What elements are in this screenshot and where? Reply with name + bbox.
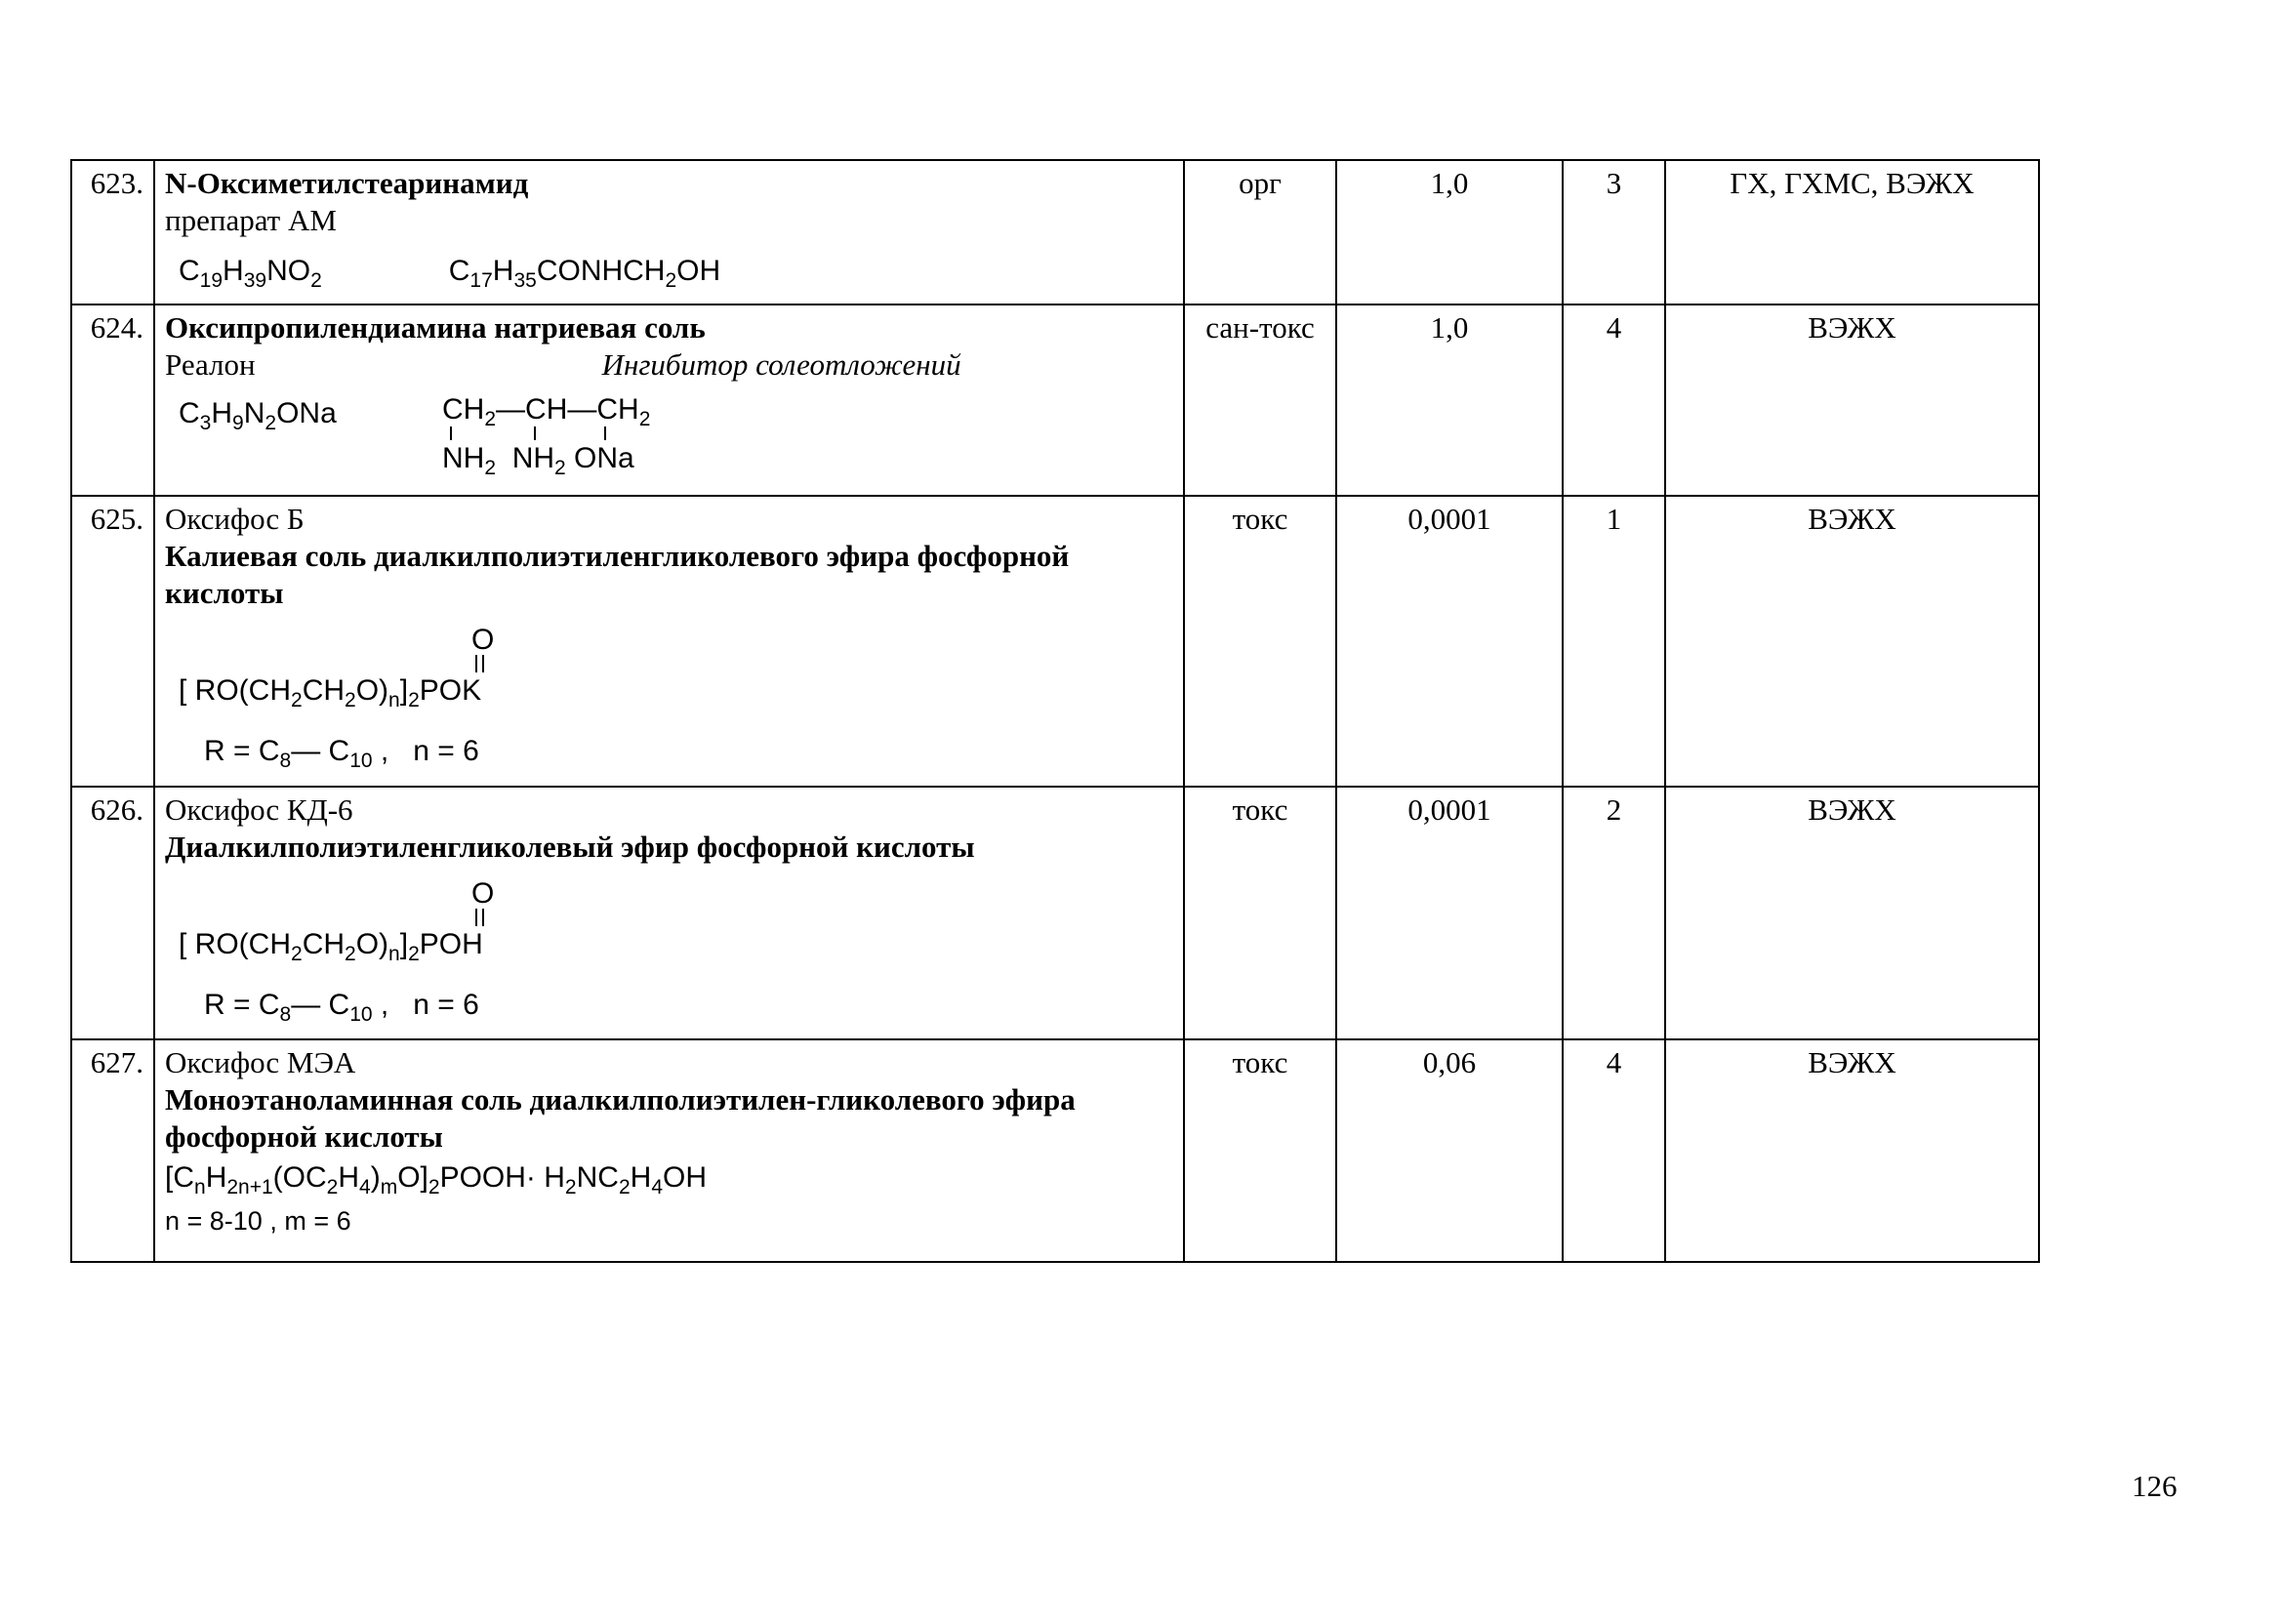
hazard-class: 2: [1563, 787, 1665, 1039]
formula-main: [ $RO(CH_2CH_2O)_n]_2POH$: [179, 928, 483, 965]
analysis-method: ВЭЖХ: [1665, 1039, 2039, 1262]
substance-synonym: Оксифос Б: [165, 502, 305, 536]
limit-value: 0,0001: [1336, 787, 1563, 1039]
row-number-cell: [71, 304, 154, 496]
formula-structural: $C_{17}H_{35}CONHCH_2OH$: [448, 255, 721, 292]
row-number-cell: [71, 1039, 154, 1262]
row-number: 624.: [90, 310, 143, 345]
double-bond: [475, 655, 484, 672]
substance-name: Диалкилполиэтиленгликолевый эфир фосфорной кислоты: [165, 830, 975, 864]
analysis-method: ВЭЖХ: [1665, 304, 2039, 496]
substance-synonym: препарат АМ: [165, 203, 337, 237]
oxygen-atom: O: [471, 877, 495, 910]
hazard-class-type: токс: [1184, 787, 1336, 1039]
table-row: [71, 160, 2039, 304]
substance-cell: [154, 1039, 1184, 1262]
analysis-method: ГХ, ГХМС, ВЭЖХ: [1665, 160, 2039, 304]
substance-name: N-Оксиметилстеаринамид: [165, 166, 529, 200]
struct-top: $CH_2—CH—CH_2$: [442, 393, 651, 430]
table-row: [71, 1039, 2039, 1262]
bond-line: [534, 426, 536, 440]
substance-cell: [154, 160, 1184, 304]
row-number-cell: [71, 787, 154, 1039]
chemical-formula: [179, 253, 1173, 290]
substance-synonym-line: [165, 346, 1173, 384]
structural-formula: [442, 391, 676, 481]
radical-note: $R = C_8—$ $C_{10}$ , n = 6: [204, 735, 479, 772]
hazard-class: 3: [1563, 160, 1665, 304]
page-number: 126: [2132, 1469, 2178, 1503]
hazard-class: 4: [1563, 304, 1665, 496]
substance-name: Моноэтаноламинная соль диалкилполиэтилен-гликолевого эфира фосфорной кислоты: [165, 1082, 1076, 1154]
hazard-class-type: сан-токс: [1184, 304, 1336, 496]
substance-cell: [154, 304, 1184, 496]
radical-note: n = 8-10 , m = 6: [165, 1206, 351, 1236]
analysis-method: ВЭЖХ: [1665, 496, 2039, 787]
hazard-class: 4: [1563, 1039, 1665, 1262]
chemical-formula: $[C_nH_{2n+1}(OC_2H_4)_mO]_2POOH\cdot H_2NC_2H_4OH$: [165, 1161, 707, 1198]
struct-bottom: $NH_2$ $NH_2$ ONa: [442, 442, 634, 479]
table-row: [71, 304, 2039, 496]
hazard-class-type: орг: [1184, 160, 1336, 304]
structural-formula: [179, 875, 686, 983]
limit-value: 1,0: [1336, 304, 1563, 496]
substance-synonym: Оксифос МЭА: [165, 1045, 356, 1079]
table-row: [71, 496, 2039, 787]
analysis-method: ВЭЖХ: [1665, 787, 2039, 1039]
substance-synonym: Реалон: [165, 347, 256, 382]
substances-table: [70, 159, 2040, 1263]
substance-cell: [154, 787, 1184, 1039]
formula-gross: $C_3H_9N_2ONa$: [179, 397, 337, 434]
substance-name: Калиевая соль диалкилполиэтиленгликолевого эфира фосфорной кислоты: [165, 539, 1070, 610]
row-number: 623.: [90, 166, 143, 200]
limit-value: 0,0001: [1336, 496, 1563, 787]
limit-value: 0,06: [1336, 1039, 1563, 1262]
substance-synonym: Оксифос КД-6: [165, 792, 353, 827]
row-number-cell: [71, 160, 154, 304]
hazard-class-type: токс: [1184, 1039, 1336, 1262]
double-bond: [475, 909, 484, 926]
formula-main: [ $RO(CH_2CH_2O)_n]_2POK$: [179, 674, 482, 711]
hazard-class-type: токс: [1184, 496, 1336, 787]
substance-purpose: Ингибитор солеотложений: [601, 347, 961, 382]
radical-note: $R = C_8—$ $C_{10}$ , n = 6: [204, 989, 479, 1026]
row-number: 627.: [90, 1045, 143, 1079]
substance-name: Оксипропилендиамина натриевая соль: [165, 310, 706, 345]
row-number: 626.: [90, 792, 143, 827]
formula-gross: $C_{19}H_{39}NO_2$: [179, 255, 322, 292]
row-number: 625.: [90, 502, 143, 536]
table-row: [71, 787, 2039, 1039]
limit-value: 1,0: [1336, 160, 1563, 304]
hazard-class: 1: [1563, 496, 1665, 787]
bond-line: [604, 426, 606, 440]
bond-line: [450, 426, 452, 440]
chemical-formula: [179, 391, 1173, 481]
oxygen-atom: O: [471, 624, 495, 656]
structural-formula: [179, 622, 686, 729]
row-number-cell: [71, 496, 154, 787]
substance-cell: [154, 496, 1184, 787]
